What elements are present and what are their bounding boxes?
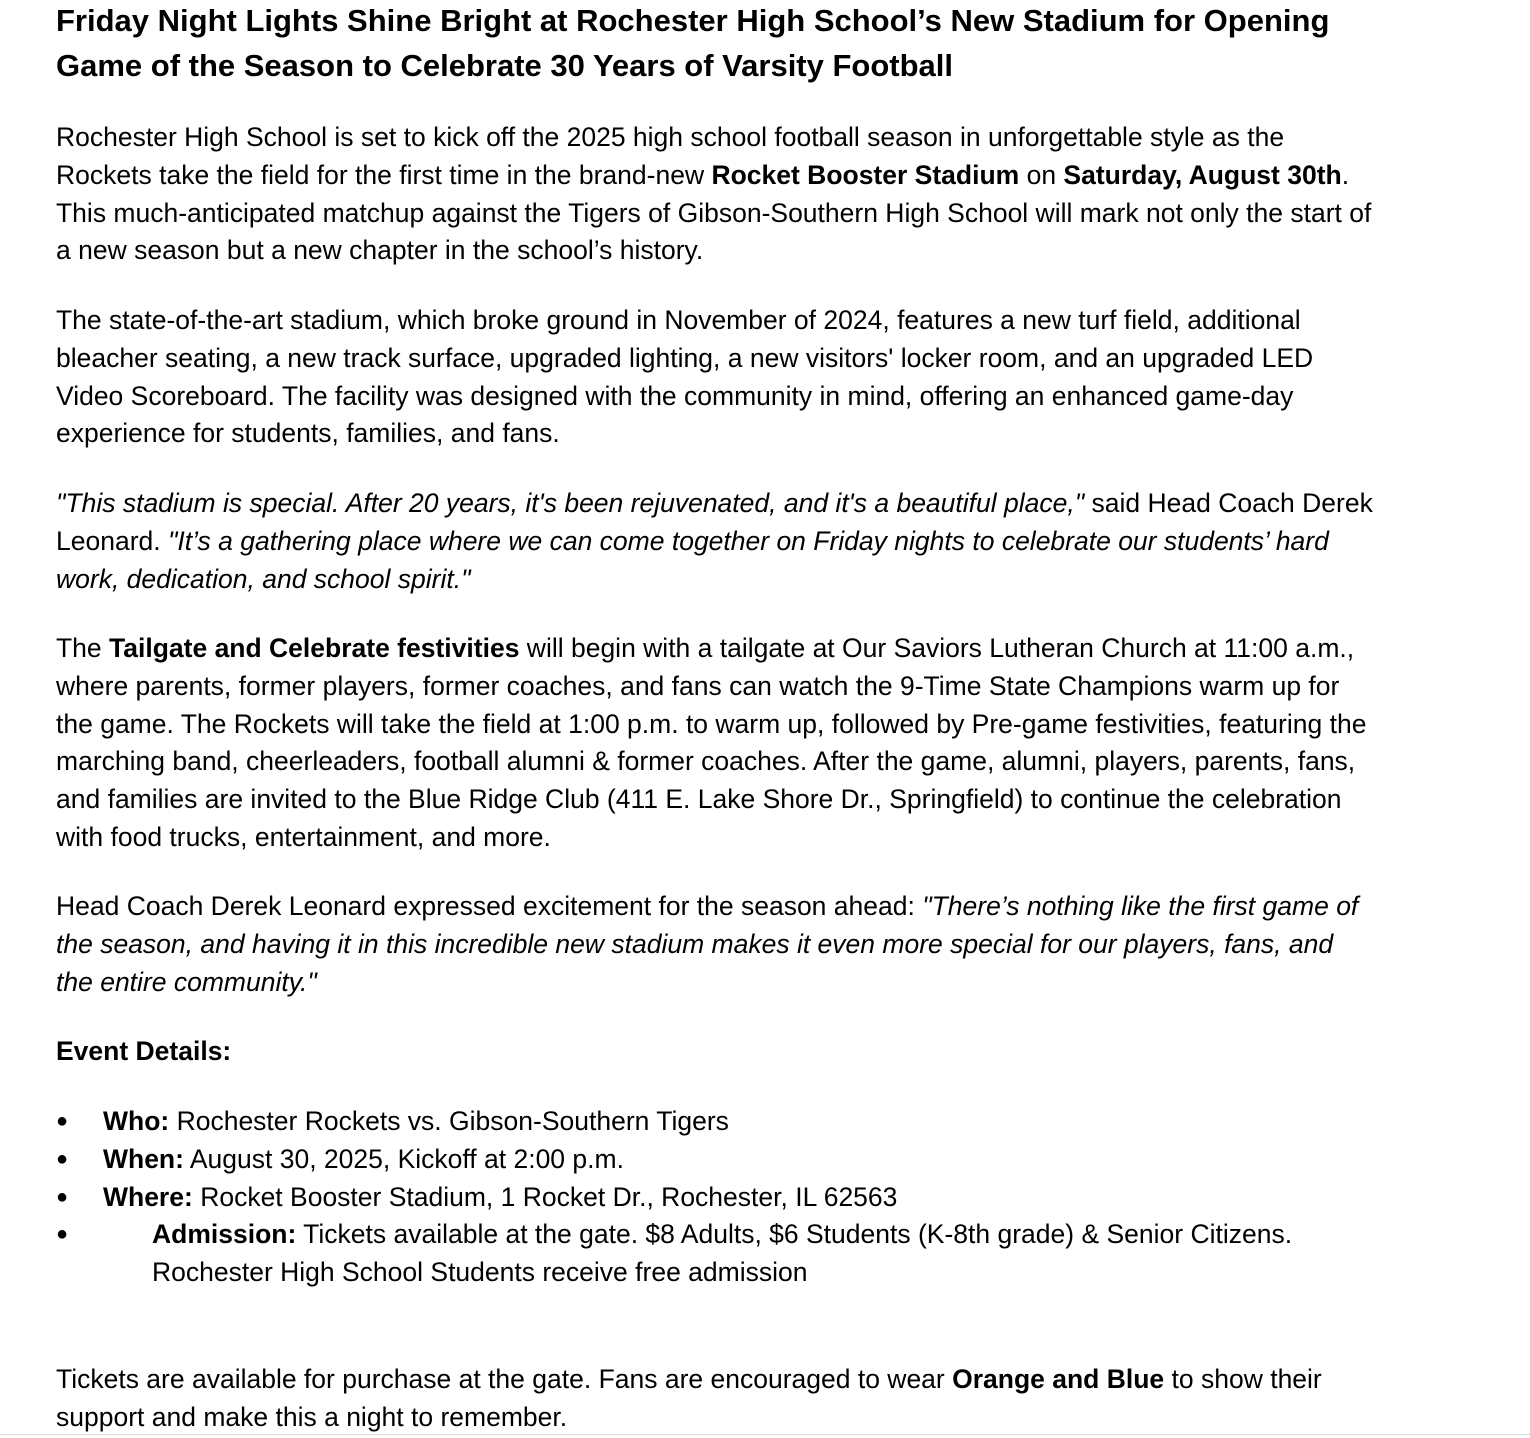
- quote-2: "It’s a gathering place where we can come together on Friday nights to celebrate our students’ hard work, dedication, and school spirit.": [56, 525, 1329, 594]
- paragraph-season-quote: [56, 888, 1376, 1001]
- detail-label: When:: [103, 1143, 184, 1174]
- event-details-heading: [56, 1033, 1376, 1071]
- list-item: [56, 1179, 1376, 1217]
- paragraph-intro: [56, 119, 1376, 270]
- intro-text-3: . This much-anticipated matchup against the Tigers of Gibson-Southern High School will mark not only the start of a new season but a new chapter in the school’s history.: [56, 159, 1372, 266]
- page-bottom-divider: [0, 1434, 1530, 1435]
- quote-1: "This stadium is special. After 20 years, it's been rejuvenated, and it's a beautiful place,": [56, 488, 1085, 518]
- list-item: [56, 1103, 1376, 1141]
- intro-text-1: Rochester High School is set to kick off the 2025 high school football season in unforgettable style as the Rockets take the field for the first time in the brand-new: [56, 122, 1285, 190]
- bullet-icon: ●: [56, 1223, 69, 1246]
- season-text: Head Coach Derek Leonard expressed excitement for the season ahead:: [56, 891, 923, 921]
- paragraph-closing: [56, 1361, 1376, 1437]
- bullet-icon: ●: [56, 1110, 69, 1132]
- detail-text: Rocket Booster Stadium, 1 Rocket Dr., Rochester, IL 62563: [192, 1181, 898, 1212]
- season-quote: "There’s nothing like the first game of the season, and having it in this incredible new stadium makes it even more special for our players, fans, and the entire community.": [56, 891, 1359, 997]
- quote-attribution: said Head Coach Derek Leonard.: [56, 488, 1373, 556]
- headline: Friday Night Lights Shine Bright at Rochester High School’s New Stadium for Opening Game of the Season to Celebrate 30 Years of Varsity Football: [56, 3, 1330, 83]
- detail-text: Tickets available at the gate. $8 Adults, $6 Students (K-8th grade) & Senior Citizens. Rochester High School Students receive free admission: [152, 1219, 1293, 1288]
- stadium-name: Rocket Booster Stadium: [711, 159, 1020, 190]
- festivities-text-2: will begin with a tailgate at Our Saviors Lutheran Church at 11:00 a.m., where parents, former players, former coaches, and fans can watch the 9-Time State Champions warm up for the game. The Rockets will take the field at 1:00 p.m. to warm up, followed by Pre-game festivities, featuring the marching band, cheerleaders, football alumni & former coaches. After the game, alumni, players, parents, fans, and families are invited to the Blue Ridge Club (411 E. Lake Shore Dr., Springfield) to continue the celebration with food trucks, entertainment, and more.: [56, 633, 1367, 852]
- detail-label: Who:: [103, 1106, 170, 1136]
- detail-text: Rochester Rockets vs. Gibson-Southern Tigers: [169, 1106, 729, 1136]
- list-item: [56, 1141, 1376, 1179]
- team-colors: Orange and Blue: [952, 1364, 1165, 1394]
- intro-text-2: on: [1019, 159, 1064, 190]
- event-details-list: [56, 1103, 1376, 1292]
- paragraph-festivities: [56, 630, 1376, 857]
- paragraph-stadium-features: The state-of-the-art stadium, which broke ground in November of 2024, features a new turf field, additional bleacher seating, a new track surface, upgraded lighting, a new visitors' locker room, and an upgraded LED Video Scoreboard. The facility was designed with the community in mind, offering an enhanced game-day experience for students, families, and fans.: [56, 305, 1314, 449]
- event-details-heading-text: Event Details:: [56, 1036, 232, 1066]
- festivities-name: Tailgate and Celebrate festivities: [109, 633, 520, 663]
- closing-text-1: Tickets are available for purchase at the gate. Fans are encouraged to wear: [56, 1364, 953, 1394]
- detail-text: August 30, 2025, Kickoff at 2:00 p.m.: [183, 1143, 624, 1174]
- detail-label: Admission:: [152, 1219, 297, 1250]
- closing-text-2: to show their support and make this a night to remember.: [56, 1364, 1322, 1432]
- bullet-icon: ●: [56, 1185, 69, 1208]
- festivities-text-1: The: [56, 633, 110, 663]
- list-item: [56, 1216, 1376, 1292]
- bullet-icon: ●: [56, 1147, 69, 1170]
- game-date: Saturday, August 30th: [1063, 159, 1342, 190]
- detail-label: Where:: [103, 1181, 193, 1212]
- paragraph-coach-quote: [56, 485, 1376, 598]
